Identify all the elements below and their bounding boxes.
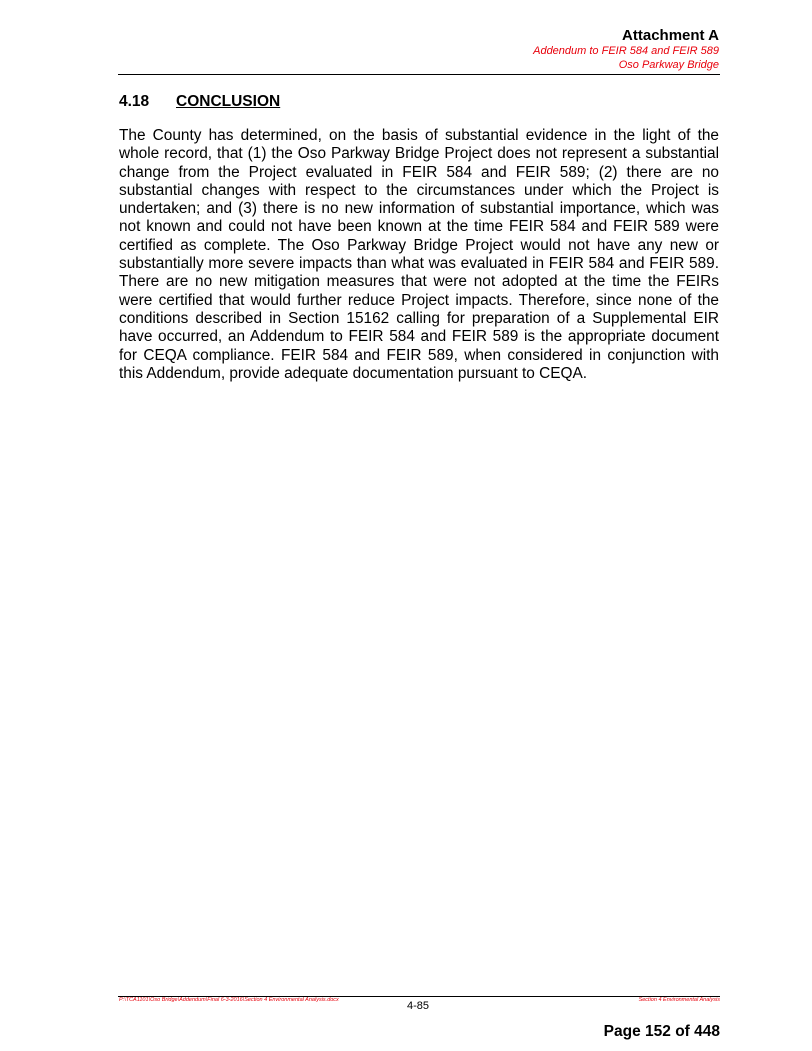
conclusion-paragraph: The County has determined, on the basis of substantial evidence in the light of the whole record, that (1) the Oso Parkway Bridge Project does not represent a substantial change from the Project evaluated in FEIR 584 and FEIR 589; (2) there are no substantial changes with respect to the circumstances under which the Project is undertaken; and (3) there is no new information of substantial importance, which was not known and could not have been known at the time FEIR 584 and FEIR 589 were certified as complete. The Oso Parkway Bridge Project would not have any new or substantially more severe impacts than what was evaluated in FEIR 584 and FEIR 589. There are no new mitigation measures that were not adopted at the time the FEIRs were certified that would further reduce Project impacts. Therefore, since none of the conditions described in Section 15162 calling for preparation of a Supplemental EIR have occurred, an Addendum to FEIR 584 and FEIR 589 is the appropriate document for CEQA compliance. FEIR 584 and FEIR 589, when considered in conjunction with this Addendum, provide adequate documentation pursuant to CEQA. (119, 127, 719, 382)
section-heading (119, 93, 280, 111)
page-count: Page 152 of 448 (603, 1023, 720, 1040)
footer-section-name: Section 4 Environmental Analysis (638, 997, 720, 1003)
section-number: 4.18 (119, 93, 150, 110)
attachment-title: Attachment A (622, 27, 719, 44)
header-divider (118, 74, 720, 75)
footer-page-number: 4-85 (406, 1000, 430, 1012)
footer-file-path: P:\TCA1101\Oso Bridge\Addendum\Final 6-3-2016\Section 4 Environmental Analysis.docx (119, 997, 339, 1003)
project-name: Oso Parkway Bridge (618, 59, 719, 71)
document-subtitle: Addendum to FEIR 584 and FEIR 589 (533, 45, 719, 57)
section-title: CONCLUSION (176, 93, 281, 110)
